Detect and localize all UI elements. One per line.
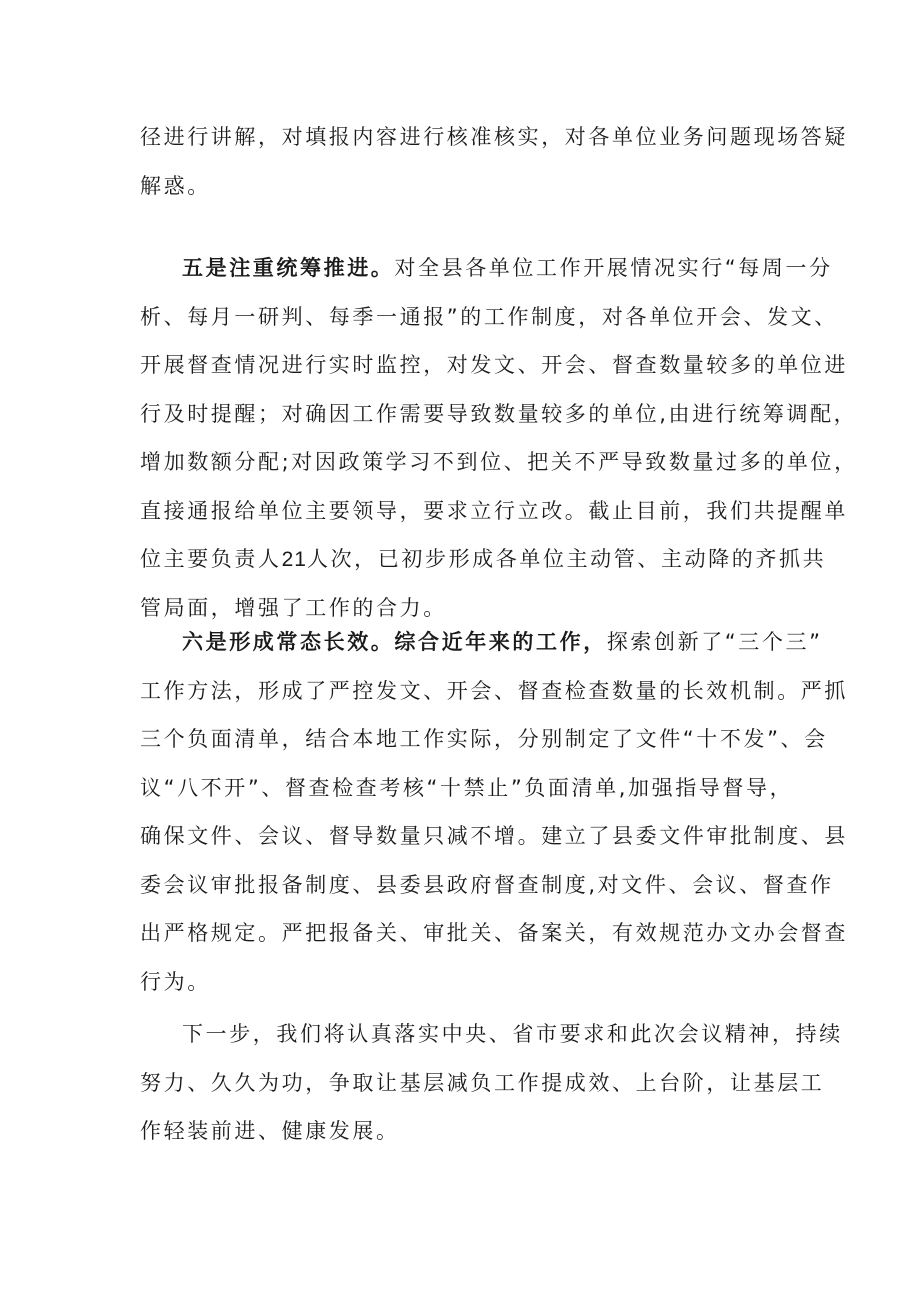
text-line: 委会议审批报备制度、县委县政府督查制度,对文件、会议、督查作 <box>140 872 834 897</box>
text-line: 开展督查情况进行实时监控，对发文、开会、督查数量较多的单位进 <box>140 353 848 377</box>
text-line: 行为。 <box>140 969 211 994</box>
paragraph-lead-heading: 六是形成常态长效。综合近年来的工作， <box>182 630 607 654</box>
text-segment: 人次，已初步形成各单位主动管、主动降的齐抓共 <box>306 547 827 571</box>
paragraph-coordination <box>140 244 858 632</box>
text-line: 直接通报给单位主要领导，要求立行立改。截止目前，我们共提醒单 <box>140 498 848 523</box>
text-line: 析、每月一研判、每季一通报”的工作制度，对各单位开会、发文、 <box>140 304 838 329</box>
text-line <box>140 618 823 667</box>
text-line: 解惑。 <box>140 173 211 198</box>
text-line <box>140 535 827 584</box>
paragraph-continuation <box>140 113 848 210</box>
paragraph-lead-heading: 五是注重统筹推进。 <box>182 256 395 280</box>
text-line: 工作方法，形成了严控发文、开会、督查检查数量的长效机制。严抓 <box>140 678 848 703</box>
text-segment: 位主要负责人 <box>140 547 282 571</box>
text-line: 努力、久久为功，争取让基层减负工作提成效、上台阶，让基层工 <box>140 1070 825 1095</box>
text-line: 出严格规定。严把报备关、审批关、备案关，有效规范办文办会督查 <box>140 921 848 945</box>
text-line: 议“八不开”、督查检查考核“十禁止”负面清单,加强指导督导， <box>140 775 794 800</box>
text-line <box>140 244 833 293</box>
text-segment: 对全县各单位工作开展情况实行“每周一分 <box>394 256 833 280</box>
paragraph-next-steps <box>140 1010 843 1156</box>
text-segment: 探索创新了“三个三” <box>606 630 823 654</box>
text-line: 三个负面清单，结合本地工作实际，分别制定了文件“十不发”、会 <box>140 727 828 751</box>
text-line: 确保文件、会议、督导数量只减不增。建立了县委文件审批制度、县 <box>140 824 848 848</box>
text-line: 作轻装前进、健康发展。 <box>140 1119 400 1143</box>
text-line: 径进行讲解，对填报内容进行核准核实，对各单位业务问题现场答疑 <box>140 125 848 149</box>
text-line: 下一步，我们将认真落实中央、省市要求和此次会议精神，持续 <box>182 1022 843 1046</box>
text-line: 增加数额分配;对因政策学习不到位、把关不严导致数量过多的单位， <box>140 450 858 474</box>
text-line: 行及时提醒；对确因工作需要导致数量较多的单位,由进行统筹调配， <box>140 401 858 426</box>
text-line: 管局面，增强了工作的合力。 <box>140 595 447 620</box>
count-number: 21 <box>281 548 307 571</box>
paragraph-long-term <box>140 618 848 1006</box>
